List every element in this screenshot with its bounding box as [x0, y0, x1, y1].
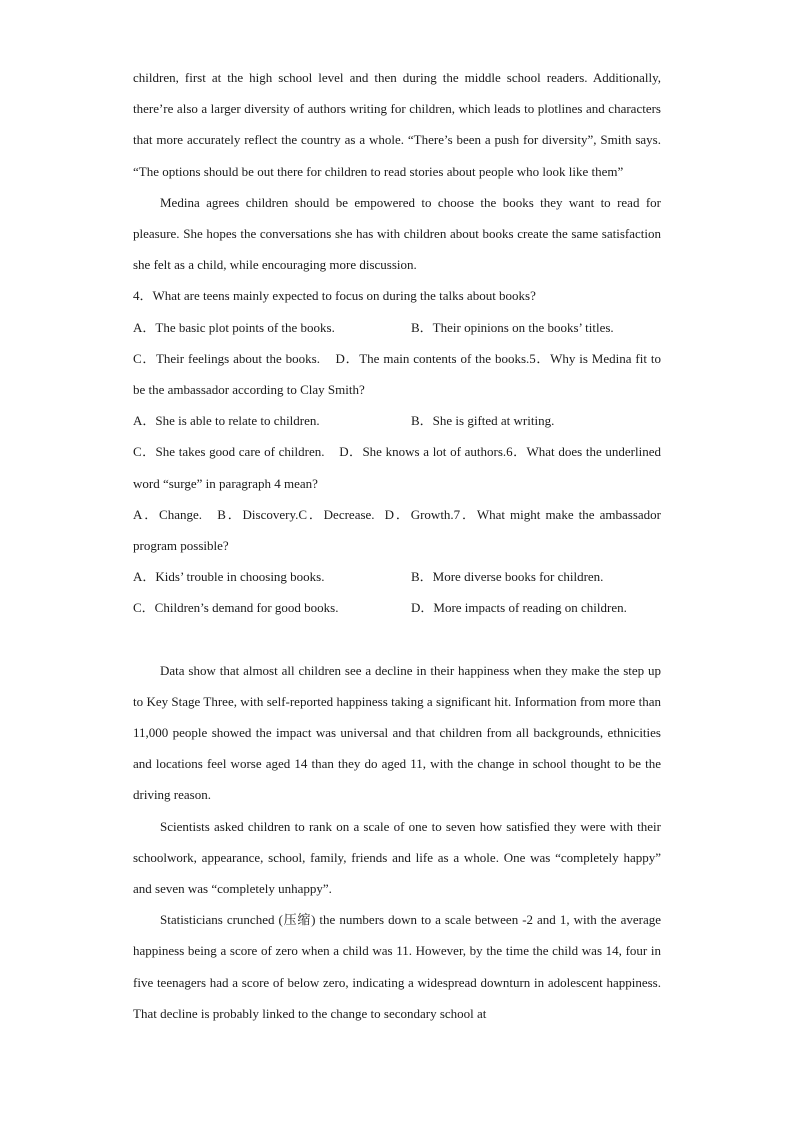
section-spacer: [133, 624, 661, 655]
passage2-paragraph-1: Data show that almost all children see a decline in their happiness when they make the step up to Key Stage Three, with self-reported happiness taking a significant hit. Information from more than 11,000 people showed the impact was universal and that children from all backgrounds, ethnicities and locations feel worse aged 14 than they do aged 11, with the change in school thought to be the driving reason.: [133, 662, 661, 803]
question-4-options-ab: [133, 312, 661, 343]
passage1-paragraph-medina: Medina agrees children should be empowered to choose the books they want to read for pleasure. She hopes the conversations she has with children about books create the same satisfaction she felt as a child, while encouraging more discussion.: [133, 194, 661, 273]
question-7-option-d: D．More impacts of reading on children.: [411, 600, 627, 616]
question-4-option-a: A．The basic plot points of the books.: [133, 319, 335, 335]
passage2-paragraph-3: Statisticians crunched (压缩) the numbers down to a scale between -2 and 1, with the average happiness being a score of zero when a child was 11. However, by the time the child was 14, four in five teenagers had a score of below zero, indicating a widespread downturn in adolescent happiness. That decline is probably linked to the change to secondary school at: [133, 912, 661, 1021]
question-7-option-a: A．Kids’ trouble in choosing books.: [133, 569, 325, 585]
question-4-options-cd-question-5-stem: C．Their feelings about the books. D．The main contents of the books.5．Why is Medina fit to be the ambassador according to Clay Smith?: [133, 350, 665, 398]
question-5-option-a: A．She is able to relate to children.: [133, 413, 320, 429]
passage1-paragraph-continuation: children, first at the high school level and then during the middle school readers. Additionally, there’re also a larger diversity of authors writing for children, which leads to plotlines and characters that more accurately reflect the country as a whole. “There’s been a push for diversity”, Smith says. “The options should be out there for children to read stories about people who look like them”: [133, 70, 661, 179]
question-7-option-c: C．Children’s demand for good books.: [133, 600, 339, 616]
question-7-option-b: B．More diverse books for children.: [411, 569, 604, 585]
question-5-option-b: B．She is gifted at writing.: [411, 413, 555, 429]
question-6-options-question-7-stem: A．Change. B．Discovery.C．Decrease. D．Growth.7．What might make the ambassador program possible?: [133, 506, 665, 554]
passage2-paragraph-2: Scientists asked children to rank on a scale of one to seven how satisfied they were with their schoolwork, appearance, school, family, friends and life as a whole. One was “completely happy” and seven was “completely unhappy”.: [133, 818, 661, 897]
question-5-options-ab: [133, 405, 661, 436]
question-4-option-b: B．Their opinions on the books’ titles.: [411, 319, 614, 335]
question-4-stem: 4．What are teens mainly expected to focus on during the talks about books?: [133, 288, 536, 304]
document-body: [133, 62, 665, 1029]
question-7-options-cd: [133, 592, 661, 623]
question-7-options-ab: [133, 561, 661, 592]
question-5-options-cd-question-6-stem: C．She takes good care of children. D．She knows a lot of authors.6．What does the underlined word “surge” in paragraph 4 mean?: [133, 444, 665, 491]
